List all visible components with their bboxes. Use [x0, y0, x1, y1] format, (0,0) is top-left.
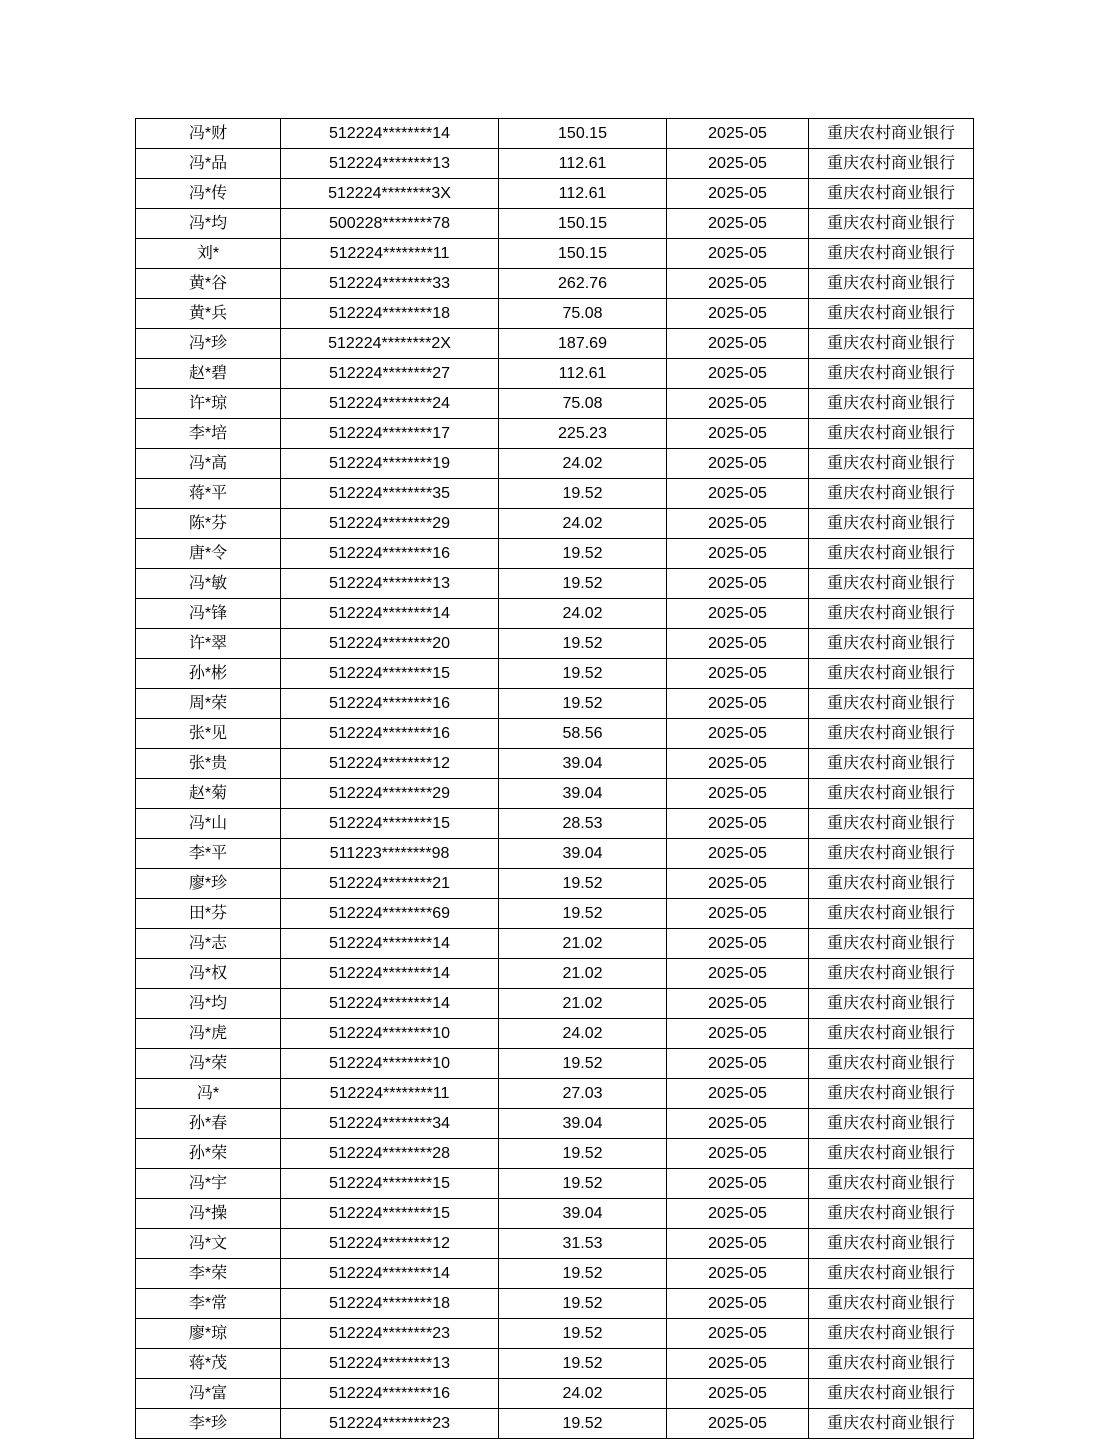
- cell-name: 冯*权: [136, 959, 281, 989]
- cell-name: 许*琼: [136, 389, 281, 419]
- cell-bank: 重庆农村商业银行: [809, 689, 974, 719]
- cell-month: 2025-05: [667, 1169, 809, 1199]
- cell-bank: 重庆农村商业银行: [809, 839, 974, 869]
- table-row: [136, 269, 974, 299]
- cell-amount: 24.02: [499, 1019, 667, 1049]
- table-row: [136, 509, 974, 539]
- cell-id-number: 512224********24: [281, 389, 499, 419]
- table-row: [136, 1049, 974, 1079]
- table-row: [136, 599, 974, 629]
- table-row: [136, 659, 974, 689]
- cell-name: 冯*志: [136, 929, 281, 959]
- cell-name: 黄*谷: [136, 269, 281, 299]
- cell-month: 2025-05: [667, 1139, 809, 1169]
- cell-bank: 重庆农村商业银行: [809, 1109, 974, 1139]
- cell-month: 2025-05: [667, 419, 809, 449]
- cell-bank: 重庆农村商业银行: [809, 1079, 974, 1109]
- cell-month: 2025-05: [667, 1379, 809, 1409]
- cell-bank: 重庆农村商业银行: [809, 869, 974, 899]
- cell-id-number: 512224********16: [281, 539, 499, 569]
- cell-bank: 重庆农村商业银行: [809, 929, 974, 959]
- cell-name: 张*见: [136, 719, 281, 749]
- table-row: [136, 839, 974, 869]
- table-row: [136, 1079, 974, 1109]
- cell-id-number: 512224********14: [281, 989, 499, 1019]
- cell-month: 2025-05: [667, 749, 809, 779]
- cell-bank: 重庆农村商业银行: [809, 599, 974, 629]
- table-row: [136, 179, 974, 209]
- cell-amount: 112.61: [499, 359, 667, 389]
- cell-month: 2025-05: [667, 899, 809, 929]
- payment-table-container: [135, 118, 973, 1439]
- table-row: [136, 899, 974, 929]
- cell-id-number: 512224********69: [281, 899, 499, 929]
- cell-id-number: 512224********15: [281, 659, 499, 689]
- cell-name: 冯*文: [136, 1229, 281, 1259]
- cell-bank: 重庆农村商业银行: [809, 719, 974, 749]
- cell-bank: 重庆农村商业银行: [809, 479, 974, 509]
- cell-bank: 重庆农村商业银行: [809, 899, 974, 929]
- table-row: [136, 209, 974, 239]
- cell-name: 唐*令: [136, 539, 281, 569]
- cell-name: 孙*彬: [136, 659, 281, 689]
- table-row: [136, 1409, 974, 1439]
- cell-amount: 19.52: [499, 1409, 667, 1439]
- cell-amount: 21.02: [499, 989, 667, 1019]
- table-row: [136, 1349, 974, 1379]
- cell-bank: 重庆农村商业银行: [809, 1259, 974, 1289]
- cell-bank: 重庆农村商业银行: [809, 569, 974, 599]
- cell-amount: 19.52: [499, 1259, 667, 1289]
- table-row: [136, 809, 974, 839]
- cell-amount: 19.52: [499, 479, 667, 509]
- cell-amount: 39.04: [499, 749, 667, 779]
- cell-month: 2025-05: [667, 959, 809, 989]
- cell-bank: 重庆农村商业银行: [809, 1019, 974, 1049]
- cell-id-number: 512224********2X: [281, 329, 499, 359]
- cell-month: 2025-05: [667, 539, 809, 569]
- cell-name: 赵*菊: [136, 779, 281, 809]
- cell-amount: 150.15: [499, 239, 667, 269]
- cell-bank: 重庆农村商业银行: [809, 329, 974, 359]
- cell-name: 陈*芬: [136, 509, 281, 539]
- cell-month: 2025-05: [667, 839, 809, 869]
- cell-name: 冯*均: [136, 209, 281, 239]
- cell-name: 周*荣: [136, 689, 281, 719]
- table-row: [136, 779, 974, 809]
- cell-month: 2025-05: [667, 779, 809, 809]
- cell-bank: 重庆农村商业银行: [809, 1319, 974, 1349]
- table-row: [136, 1169, 974, 1199]
- cell-name: 张*贵: [136, 749, 281, 779]
- cell-id-number: 512224********18: [281, 1289, 499, 1319]
- cell-bank: 重庆农村商业银行: [809, 359, 974, 389]
- cell-id-number: 512224********16: [281, 1379, 499, 1409]
- cell-id-number: 512224********12: [281, 749, 499, 779]
- cell-name: 冯*宇: [136, 1169, 281, 1199]
- cell-amount: 262.76: [499, 269, 667, 299]
- cell-name: 廖*琼: [136, 1319, 281, 1349]
- cell-month: 2025-05: [667, 989, 809, 1019]
- cell-amount: 225.23: [499, 419, 667, 449]
- cell-month: 2025-05: [667, 1259, 809, 1289]
- cell-name: 冯*敏: [136, 569, 281, 599]
- table-row: [136, 479, 974, 509]
- cell-id-number: 512224********11: [281, 239, 499, 269]
- cell-amount: 112.61: [499, 149, 667, 179]
- cell-amount: 21.02: [499, 959, 667, 989]
- cell-bank: 重庆农村商业银行: [809, 209, 974, 239]
- table-row: [136, 749, 974, 779]
- table-row: [136, 869, 974, 899]
- cell-month: 2025-05: [667, 1109, 809, 1139]
- cell-bank: 重庆农村商业银行: [809, 1379, 974, 1409]
- cell-month: 2025-05: [667, 389, 809, 419]
- cell-amount: 19.52: [499, 1349, 667, 1379]
- cell-id-number: 512224********10: [281, 1019, 499, 1049]
- cell-id-number: 500228********78: [281, 209, 499, 239]
- table-row: [136, 1289, 974, 1319]
- cell-amount: 19.52: [499, 1319, 667, 1349]
- cell-amount: 19.52: [499, 659, 667, 689]
- cell-name: 李*常: [136, 1289, 281, 1319]
- cell-month: 2025-05: [667, 269, 809, 299]
- cell-name: 冯*操: [136, 1199, 281, 1229]
- cell-amount: 27.03: [499, 1079, 667, 1109]
- cell-id-number: 512224********13: [281, 569, 499, 599]
- cell-month: 2025-05: [667, 1289, 809, 1319]
- cell-bank: 重庆农村商业银行: [809, 299, 974, 329]
- cell-id-number: 512224********35: [281, 479, 499, 509]
- table-row: [136, 929, 974, 959]
- cell-bank: 重庆农村商业银行: [809, 1409, 974, 1439]
- cell-bank: 重庆农村商业银行: [809, 749, 974, 779]
- cell-month: 2025-05: [667, 239, 809, 269]
- cell-month: 2025-05: [667, 629, 809, 659]
- table-row: [136, 239, 974, 269]
- cell-amount: 19.52: [499, 1289, 667, 1319]
- cell-amount: 39.04: [499, 779, 667, 809]
- cell-amount: 19.52: [499, 629, 667, 659]
- table-row: [136, 1019, 974, 1049]
- cell-month: 2025-05: [667, 179, 809, 209]
- cell-id-number: 512224********15: [281, 1169, 499, 1199]
- cell-name: 李*荣: [136, 1259, 281, 1289]
- table-row: [136, 1199, 974, 1229]
- cell-name: 李*珍: [136, 1409, 281, 1439]
- table-row: [136, 719, 974, 749]
- cell-month: 2025-05: [667, 1049, 809, 1079]
- cell-month: 2025-05: [667, 1199, 809, 1229]
- cell-month: 2025-05: [667, 719, 809, 749]
- cell-bank: 重庆农村商业银行: [809, 1199, 974, 1229]
- cell-id-number: 512224********11: [281, 1079, 499, 1109]
- cell-id-number: 512224********13: [281, 1349, 499, 1379]
- cell-month: 2025-05: [667, 119, 809, 149]
- cell-name: 蒋*茂: [136, 1349, 281, 1379]
- cell-amount: 21.02: [499, 929, 667, 959]
- cell-amount: 24.02: [499, 509, 667, 539]
- cell-amount: 19.52: [499, 539, 667, 569]
- cell-month: 2025-05: [667, 1349, 809, 1379]
- table-row: [136, 989, 974, 1019]
- cell-amount: 24.02: [499, 1379, 667, 1409]
- cell-id-number: 512224********15: [281, 809, 499, 839]
- cell-month: 2025-05: [667, 509, 809, 539]
- cell-bank: 重庆农村商业银行: [809, 1229, 974, 1259]
- cell-month: 2025-05: [667, 329, 809, 359]
- table-row: [136, 629, 974, 659]
- cell-id-number: 512224********14: [281, 119, 499, 149]
- cell-name: 冯*山: [136, 809, 281, 839]
- cell-bank: 重庆农村商业银行: [809, 239, 974, 269]
- cell-amount: 31.53: [499, 1229, 667, 1259]
- table-row: [136, 329, 974, 359]
- table-row: [136, 959, 974, 989]
- cell-id-number: 512224********14: [281, 599, 499, 629]
- cell-bank: 重庆农村商业银行: [809, 149, 974, 179]
- payment-table-body: [136, 119, 974, 1439]
- cell-id-number: 512224********29: [281, 509, 499, 539]
- cell-name: 冯*品: [136, 149, 281, 179]
- table-row: [136, 359, 974, 389]
- cell-bank: 重庆农村商业银行: [809, 659, 974, 689]
- cell-amount: 19.52: [499, 1139, 667, 1169]
- cell-bank: 重庆农村商业银行: [809, 119, 974, 149]
- cell-id-number: 512224********18: [281, 299, 499, 329]
- cell-bank: 重庆农村商业银行: [809, 1049, 974, 1079]
- cell-amount: 19.52: [499, 1169, 667, 1199]
- cell-id-number: 512224********28: [281, 1139, 499, 1169]
- cell-amount: 75.08: [499, 389, 667, 419]
- cell-bank: 重庆农村商业银行: [809, 629, 974, 659]
- cell-id-number: 512224********16: [281, 719, 499, 749]
- cell-bank: 重庆农村商业银行: [809, 779, 974, 809]
- cell-month: 2025-05: [667, 449, 809, 479]
- cell-id-number: 512224********27: [281, 359, 499, 389]
- cell-name: 李*培: [136, 419, 281, 449]
- cell-name: 孙*荣: [136, 1139, 281, 1169]
- cell-bank: 重庆农村商业银行: [809, 179, 974, 209]
- table-row: [136, 689, 974, 719]
- cell-id-number: 512224********12: [281, 1229, 499, 1259]
- cell-id-number: 512224********16: [281, 689, 499, 719]
- cell-bank: 重庆农村商业银行: [809, 1169, 974, 1199]
- cell-name: 孙*春: [136, 1109, 281, 1139]
- cell-bank: 重庆农村商业银行: [809, 269, 974, 299]
- cell-id-number: 512224********14: [281, 929, 499, 959]
- cell-month: 2025-05: [667, 1079, 809, 1109]
- cell-id-number: 512224********14: [281, 959, 499, 989]
- table-row: [136, 389, 974, 419]
- cell-month: 2025-05: [667, 689, 809, 719]
- table-row: [136, 449, 974, 479]
- table-row: [136, 1109, 974, 1139]
- cell-bank: 重庆农村商业银行: [809, 1349, 974, 1379]
- cell-bank: 重庆农村商业银行: [809, 509, 974, 539]
- cell-name: 刘*: [136, 239, 281, 269]
- cell-amount: 19.52: [499, 899, 667, 929]
- cell-month: 2025-05: [667, 479, 809, 509]
- cell-name: 廖*珍: [136, 869, 281, 899]
- cell-id-number: 512224********10: [281, 1049, 499, 1079]
- cell-month: 2025-05: [667, 149, 809, 179]
- cell-bank: 重庆农村商业银行: [809, 449, 974, 479]
- cell-month: 2025-05: [667, 869, 809, 899]
- cell-amount: 19.52: [499, 569, 667, 599]
- cell-month: 2025-05: [667, 1229, 809, 1259]
- cell-name: 田*芬: [136, 899, 281, 929]
- cell-bank: 重庆农村商业银行: [809, 389, 974, 419]
- cell-bank: 重庆农村商业银行: [809, 1289, 974, 1319]
- cell-month: 2025-05: [667, 1319, 809, 1349]
- cell-name: 冯*富: [136, 1379, 281, 1409]
- cell-name: 冯*荣: [136, 1049, 281, 1079]
- table-row: [136, 569, 974, 599]
- cell-id-number: 512224********21: [281, 869, 499, 899]
- cell-bank: 重庆农村商业银行: [809, 419, 974, 449]
- cell-amount: 150.15: [499, 119, 667, 149]
- cell-month: 2025-05: [667, 209, 809, 239]
- cell-month: 2025-05: [667, 659, 809, 689]
- cell-month: 2025-05: [667, 1409, 809, 1439]
- cell-id-number: 511223********98: [281, 839, 499, 869]
- table-row: [136, 149, 974, 179]
- cell-name: 冯*珍: [136, 329, 281, 359]
- cell-amount: 58.56: [499, 719, 667, 749]
- cell-amount: 28.53: [499, 809, 667, 839]
- payment-table: [135, 118, 974, 1439]
- cell-bank: 重庆农村商业银行: [809, 1139, 974, 1169]
- cell-id-number: 512224********29: [281, 779, 499, 809]
- cell-name: 李*平: [136, 839, 281, 869]
- table-row: [136, 1259, 974, 1289]
- cell-month: 2025-05: [667, 599, 809, 629]
- cell-name: 冯*: [136, 1079, 281, 1109]
- table-row: [136, 119, 974, 149]
- cell-amount: 19.52: [499, 689, 667, 719]
- cell-id-number: 512224********13: [281, 149, 499, 179]
- cell-name: 冯*传: [136, 179, 281, 209]
- cell-name: 冯*均: [136, 989, 281, 1019]
- cell-month: 2025-05: [667, 299, 809, 329]
- cell-amount: 39.04: [499, 839, 667, 869]
- cell-bank: 重庆农村商业银行: [809, 539, 974, 569]
- cell-amount: 24.02: [499, 599, 667, 629]
- cell-id-number: 512224********23: [281, 1319, 499, 1349]
- table-row: [136, 539, 974, 569]
- cell-amount: 39.04: [499, 1199, 667, 1229]
- cell-bank: 重庆农村商业银行: [809, 989, 974, 1019]
- cell-amount: 19.52: [499, 1049, 667, 1079]
- cell-amount: 39.04: [499, 1109, 667, 1139]
- cell-id-number: 512224********33: [281, 269, 499, 299]
- cell-amount: 75.08: [499, 299, 667, 329]
- cell-month: 2025-05: [667, 929, 809, 959]
- cell-name: 黄*兵: [136, 299, 281, 329]
- table-row: [136, 299, 974, 329]
- cell-name: 冯*高: [136, 449, 281, 479]
- cell-id-number: 512224********34: [281, 1109, 499, 1139]
- cell-id-number: 512224********14: [281, 1259, 499, 1289]
- cell-name: 冯*虎: [136, 1019, 281, 1049]
- cell-id-number: 512224********20: [281, 629, 499, 659]
- table-row: [136, 1139, 974, 1169]
- cell-id-number: 512224********19: [281, 449, 499, 479]
- cell-amount: 24.02: [499, 449, 667, 479]
- table-row: [136, 1229, 974, 1259]
- cell-amount: 19.52: [499, 869, 667, 899]
- cell-id-number: 512224********15: [281, 1199, 499, 1229]
- cell-month: 2025-05: [667, 809, 809, 839]
- cell-month: 2025-05: [667, 359, 809, 389]
- cell-amount: 187.69: [499, 329, 667, 359]
- cell-amount: 112.61: [499, 179, 667, 209]
- cell-bank: 重庆农村商业银行: [809, 959, 974, 989]
- table-row: [136, 1379, 974, 1409]
- cell-amount: 150.15: [499, 209, 667, 239]
- cell-name: 冯*锋: [136, 599, 281, 629]
- cell-name: 赵*碧: [136, 359, 281, 389]
- cell-name: 许*翠: [136, 629, 281, 659]
- cell-name: 冯*财: [136, 119, 281, 149]
- cell-id-number: 512224********23: [281, 1409, 499, 1439]
- cell-id-number: 512224********3X: [281, 179, 499, 209]
- table-row: [136, 419, 974, 449]
- cell-id-number: 512224********17: [281, 419, 499, 449]
- cell-month: 2025-05: [667, 1019, 809, 1049]
- cell-bank: 重庆农村商业银行: [809, 809, 974, 839]
- cell-month: 2025-05: [667, 569, 809, 599]
- table-row: [136, 1319, 974, 1349]
- cell-name: 蒋*平: [136, 479, 281, 509]
